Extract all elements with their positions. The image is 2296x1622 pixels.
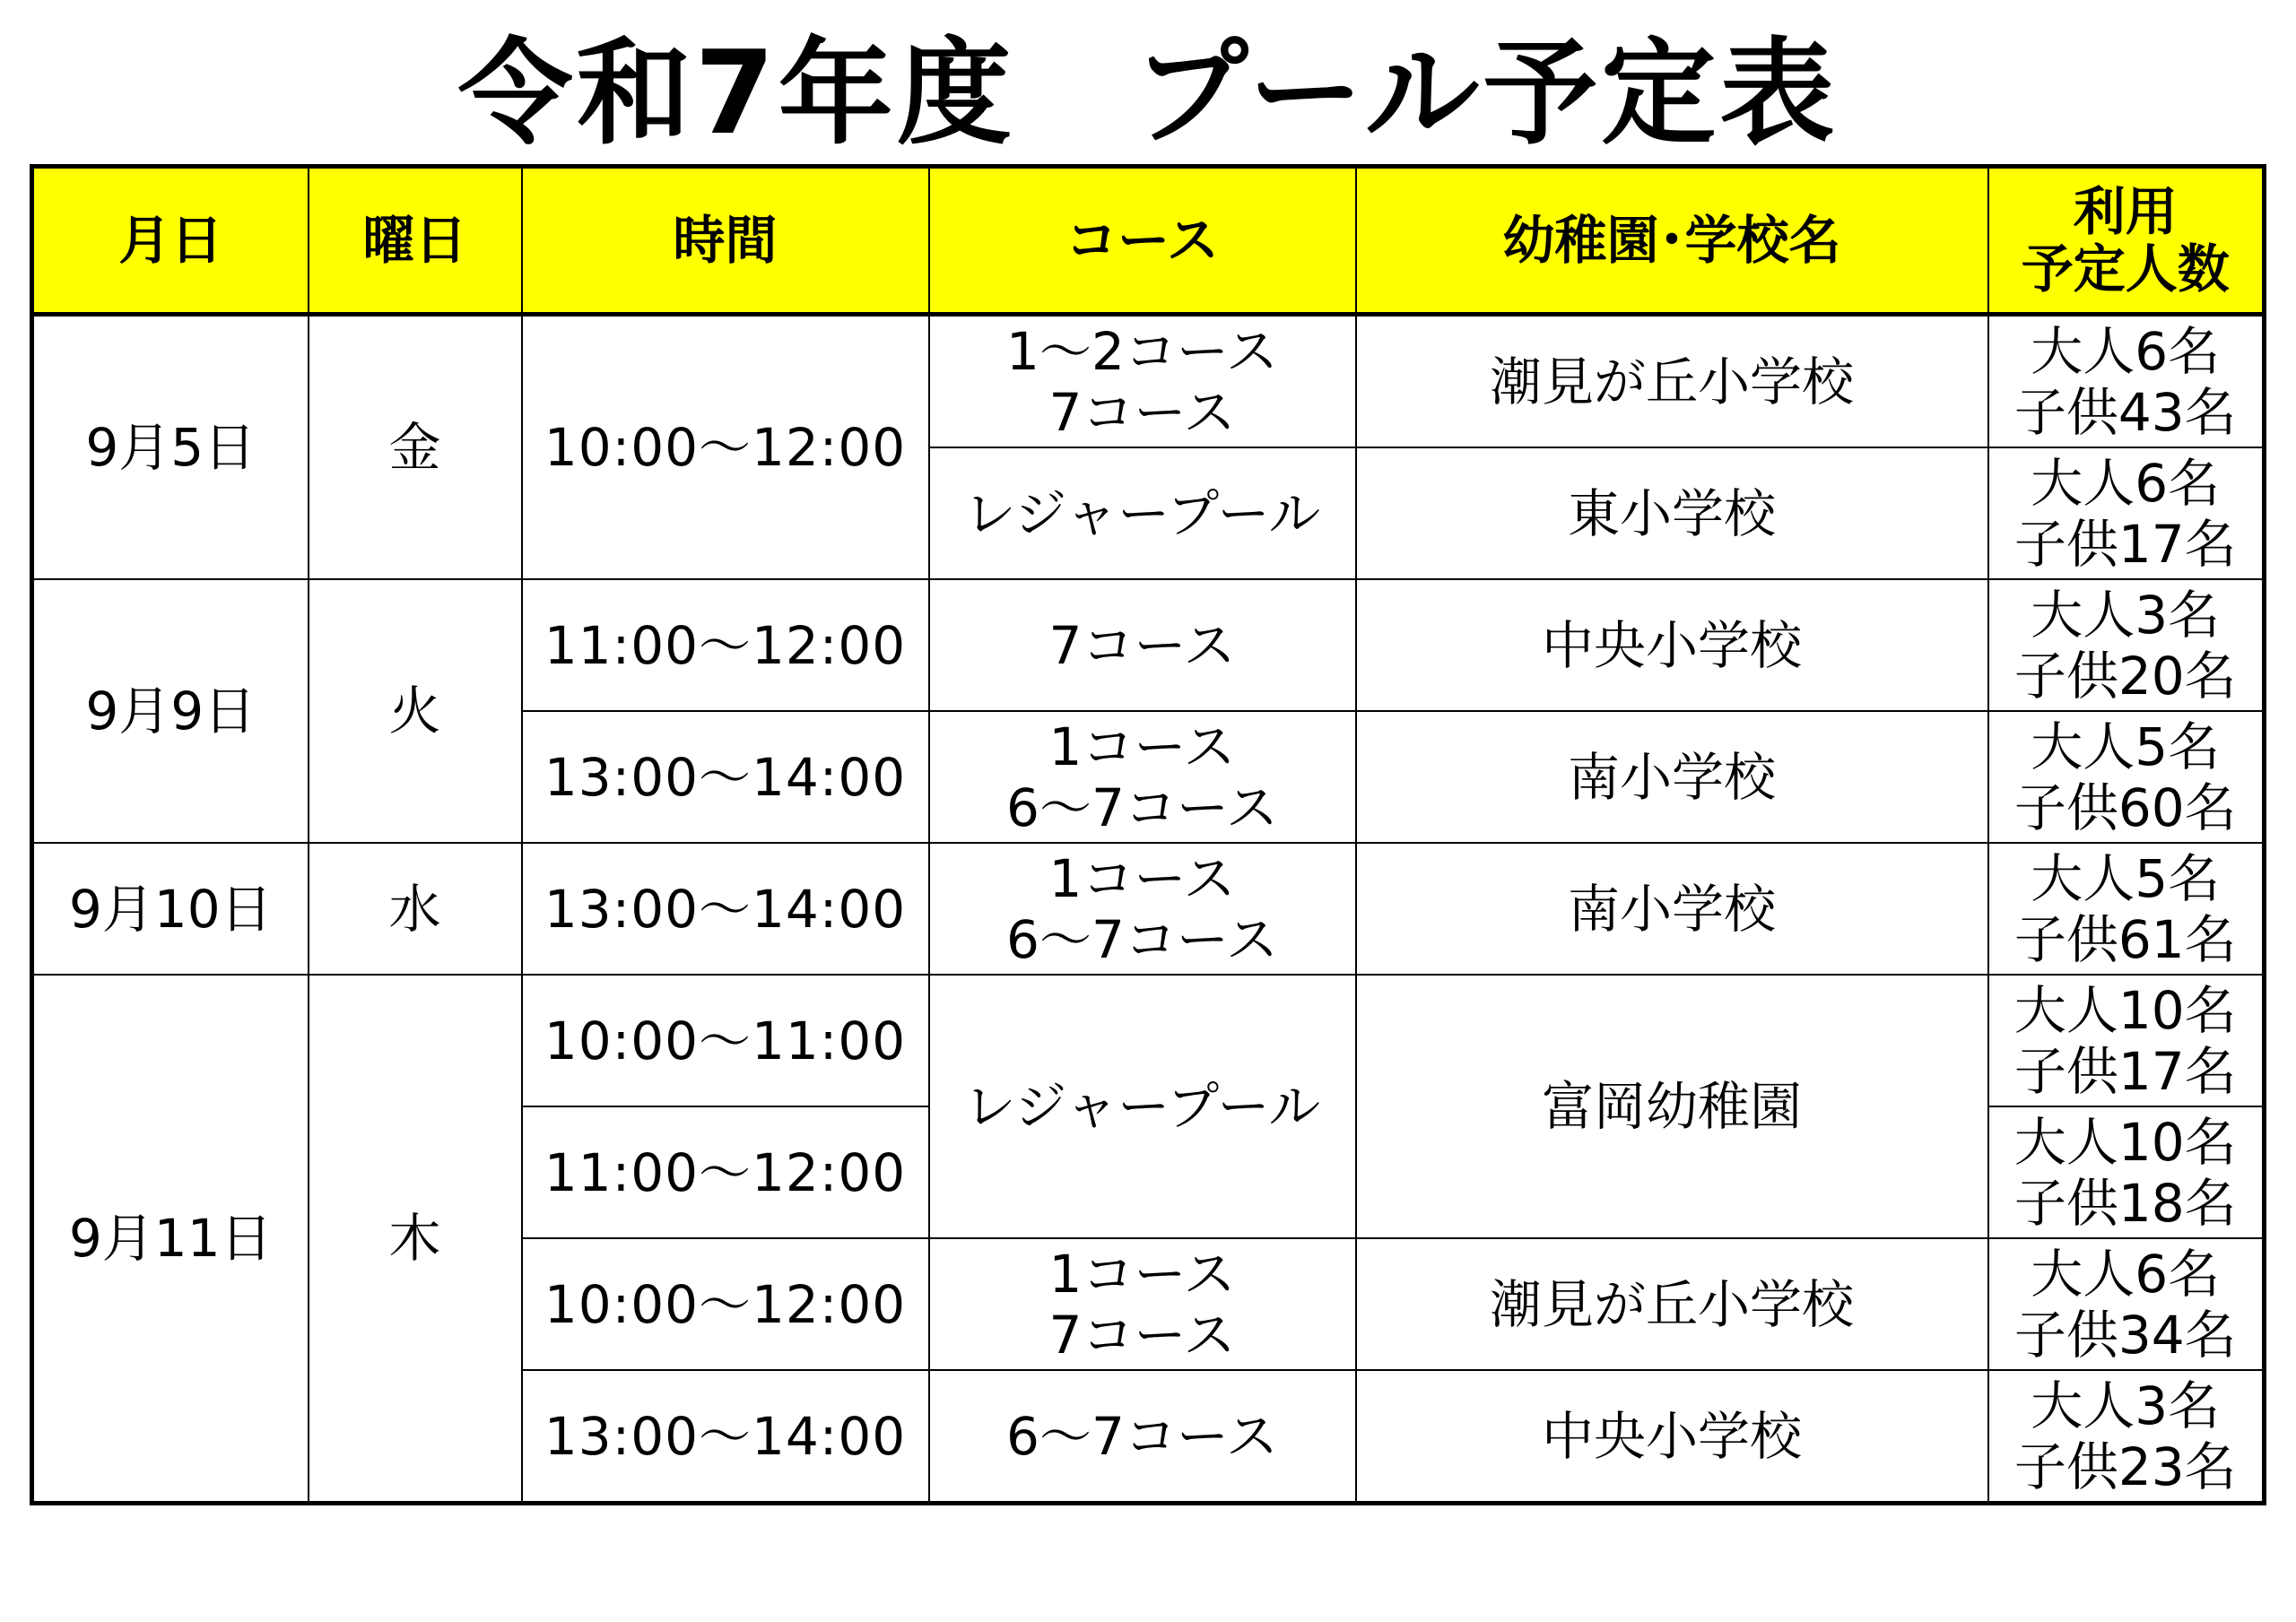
- count-cell: [1988, 579, 2265, 711]
- weekday-cell: 金: [309, 315, 522, 580]
- table-row: [32, 975, 2265, 1106]
- adults-count: 大人6名: [2031, 1243, 2221, 1305]
- adults-count: 大人6名: [2031, 452, 2221, 514]
- date-cell: 9月11日: [32, 975, 309, 1504]
- school-cell: 東小学校: [1356, 447, 1988, 579]
- children-count: 子供17名: [2013, 513, 2237, 575]
- header-planned-count: [1988, 167, 2265, 315]
- adults-count: 大人10名: [2013, 979, 2237, 1041]
- header-course: コース: [929, 167, 1356, 315]
- time-cell: 13:00～14:00: [522, 711, 929, 843]
- header-count-line2: 予定人数: [2021, 239, 2230, 299]
- date-cell: 9月5日: [32, 315, 309, 580]
- weekday-cell: 水: [309, 843, 522, 975]
- school-cell: 中央小学校: [1356, 1370, 1988, 1504]
- pool-schedule-table: [30, 164, 2266, 1505]
- children-count: 子供23名: [2013, 1436, 2237, 1497]
- header-row: [32, 167, 2265, 315]
- header-count-line1: 利用: [2073, 181, 2178, 242]
- children-count: 子供61名: [2013, 908, 2237, 970]
- course-cell: [929, 1238, 1356, 1370]
- header-time: 時間: [522, 167, 929, 315]
- course-cell: [929, 711, 1356, 843]
- time-cell: 11:00～12:00: [522, 579, 929, 711]
- children-count: 子供34名: [2013, 1304, 2237, 1366]
- course-line: 1コース: [1048, 716, 1236, 777]
- adults-count: 大人3名: [2031, 1375, 2221, 1436]
- course-line: 7コース: [1048, 1304, 1236, 1366]
- weekday-cell: 木: [309, 975, 522, 1504]
- count-cell: [1988, 711, 2265, 843]
- children-count: 子供17名: [2013, 1040, 2237, 1102]
- school-cell: 潮見が丘小学校: [1356, 315, 1988, 448]
- course-cell: 6～7コース: [929, 1370, 1356, 1504]
- time-cell: 11:00～12:00: [522, 1106, 929, 1238]
- school-cell: 南小学校: [1356, 711, 1988, 843]
- adults-count: 大人10名: [2013, 1111, 2237, 1173]
- children-count: 子供18名: [2013, 1172, 2237, 1234]
- course-cell: レジャープール: [929, 447, 1356, 579]
- course-line: 1～2コース: [1006, 320, 1278, 382]
- time-cell: 13:00～14:00: [522, 1370, 929, 1504]
- course-cell: 7コース: [929, 579, 1356, 711]
- school-cell: 南小学校: [1356, 843, 1988, 975]
- adults-count: 大人3名: [2031, 584, 2221, 646]
- count-cell: [1988, 315, 2265, 448]
- date-cell: 9月10日: [32, 843, 309, 975]
- children-count: 子供43名: [2013, 381, 2237, 443]
- children-count: 子供60名: [2013, 776, 2237, 838]
- school-cell: 潮見が丘小学校: [1356, 1238, 1988, 1370]
- count-cell: [1988, 1106, 2265, 1238]
- school-cell: 中央小学校: [1356, 579, 1988, 711]
- course-cell: [929, 315, 1356, 448]
- time-cell: 13:00～14:00: [522, 843, 929, 975]
- count-cell: [1988, 1238, 2265, 1370]
- count-cell: [1988, 975, 2265, 1106]
- count-cell: [1988, 1370, 2265, 1504]
- course-cell: レジャープール: [929, 975, 1356, 1238]
- date-cell: 9月9日: [32, 579, 309, 843]
- page-title: 令和7年度 プール予定表: [457, 27, 1839, 160]
- school-cell: 富岡幼稚園: [1356, 975, 1988, 1238]
- time-cell: 10:00～11:00: [522, 975, 929, 1106]
- children-count: 子供20名: [2013, 645, 2237, 707]
- weekday-cell: 火: [309, 579, 522, 843]
- course-line: 7コース: [1048, 381, 1236, 443]
- time-cell: 10:00～12:00: [522, 315, 929, 580]
- count-cell: [1988, 843, 2265, 975]
- header-school: 幼稚園･学校名: [1356, 167, 1988, 315]
- adults-count: 大人6名: [2031, 320, 2221, 382]
- time-cell: 10:00～12:00: [522, 1238, 929, 1370]
- count-cell: [1988, 447, 2265, 579]
- header-weekday: 曜日: [309, 167, 522, 315]
- adults-count: 大人5名: [2031, 716, 2221, 777]
- table-row: [32, 579, 2265, 711]
- header-date: 月日: [32, 167, 309, 315]
- course-line: 6～7コース: [1006, 908, 1278, 970]
- course-line: 1コース: [1048, 847, 1236, 909]
- course-line: 1コース: [1048, 1243, 1236, 1305]
- table-row: [32, 315, 2265, 448]
- course-cell: [929, 843, 1356, 975]
- course-line: 6～7コース: [1006, 776, 1278, 838]
- adults-count: 大人5名: [2031, 847, 2221, 909]
- table-row: [32, 843, 2265, 975]
